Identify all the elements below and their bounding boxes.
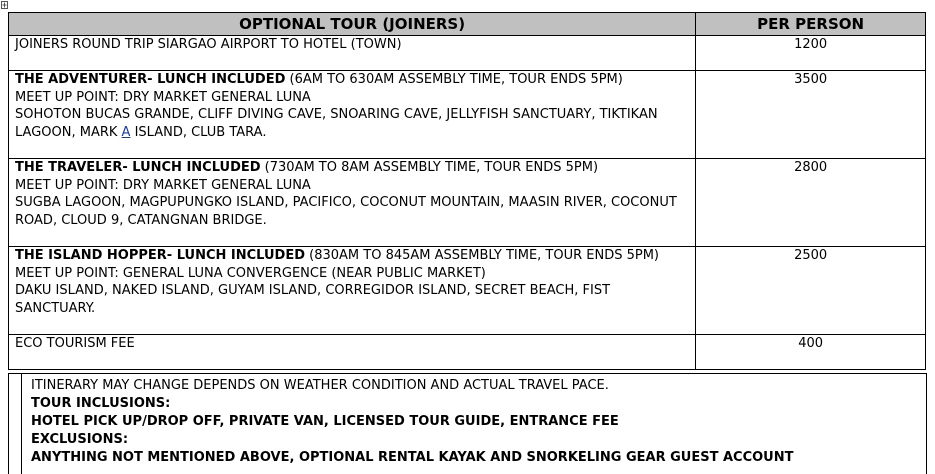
table-header-row — [9, 13, 926, 36]
table-row — [9, 335, 926, 370]
spellcheck-mark: A — [121, 124, 131, 140]
inclusions-label: TOUR INCLUSIONS: — [31, 396, 171, 411]
row-description — [9, 71, 696, 159]
row-price: 3500 — [696, 71, 926, 159]
row-title: JOINERS ROUND TRIP SIARGAO AIRPORT TO HOTEL (TOWN) — [15, 37, 402, 52]
row-price: 2500 — [696, 247, 926, 335]
header-optional-tour: OPTIONAL TOUR (JOINERS) — [9, 13, 696, 36]
row-description — [9, 159, 696, 247]
tour-stops: SUGBA LAGOON, MAGPUPUNGKO ISLAND, PACIFICO, COCONUT MOUNTAIN, MAASIN RIVER, COCONUT ROAD, CLOUD 9, CATANGNAN BRIDGE. — [15, 195, 677, 228]
exclusions-text: ANYTHING NOT MENTIONED ABOVE, OPTIONAL RENTAL KAYAK AND SNORKELING GEAR GUEST ACCOUNT — [31, 450, 794, 465]
row-price: 2800 — [696, 159, 926, 247]
tour-title: THE ADVENTURER- LUNCH INCLUDED — [15, 72, 286, 87]
tour-price-table — [8, 12, 926, 370]
tour-meetup: MEET UP POINT: DRY MARKET GENERAL LUNA — [15, 89, 311, 105]
tour-time: (6AM TO 630AM ASSEMBLY TIME, TOUR ENDS 5PM) — [285, 72, 623, 87]
table-row — [9, 159, 926, 247]
header-per-person: PER PERSON — [696, 13, 926, 36]
notes-left-column — [8, 374, 22, 474]
tour-meetup: MEET UP POINT: DRY MARKET GENERAL LUNA — [15, 177, 311, 193]
table-row — [9, 71, 926, 159]
tour-time: (830AM TO 845AM ASSEMBLY TIME, TOUR ENDS 5PM) — [305, 248, 660, 263]
tour-stops: SOHOTON BUCAS GRANDE, CLIFF DIVING CAVE, SNOARING CAVE, JELLYFISH SANCTUARY, TIKTIKAN LAGOON, MARK A ISLAND, CLUB TARA. — [15, 107, 658, 140]
exclusions-label: EXCLUSIONS: — [31, 432, 129, 447]
table-move-handle-icon[interactable] — [1, 1, 8, 9]
tour-title: THE TRAVELER- LUNCH INCLUDED — [15, 160, 261, 175]
row-description — [9, 247, 696, 335]
tour-stops: DAKU ISLAND, NAKED ISLAND, GUYAM ISLAND, CORREGIDOR ISLAND, SECRET BEACH, FIST SANCTUARY. — [15, 283, 611, 316]
tour-time: (730AM TO 8AM ASSEMBLY TIME, TOUR ENDS 5PM) — [260, 160, 599, 175]
itinerary-note: ITINERARY MAY CHANGE DEPENDS ON WEATHER CONDITION AND ACTUAL TRAVEL PACE. — [31, 378, 609, 393]
tour-meetup: MEET UP POINT: GENERAL LUNA CONVERGENCE (NEAR PUBLIC MARKET) — [15, 265, 486, 281]
tour-title: THE ISLAND HOPPER- LUNCH INCLUDED — [15, 248, 305, 263]
row-description — [9, 36, 696, 71]
table-row — [9, 247, 926, 335]
table-row — [9, 36, 926, 71]
row-title: ECO TOURISM FEE — [15, 336, 135, 351]
notes-text — [31, 377, 793, 467]
row-price: 1200 — [696, 36, 926, 71]
inclusions-text: HOTEL PICK UP/DROP OFF, PRIVATE VAN, LICENSED TOUR GUIDE, ENTRANCE FEE — [31, 414, 619, 429]
row-description — [9, 335, 696, 370]
row-price: 400 — [696, 335, 926, 370]
notes-section — [8, 373, 927, 474]
